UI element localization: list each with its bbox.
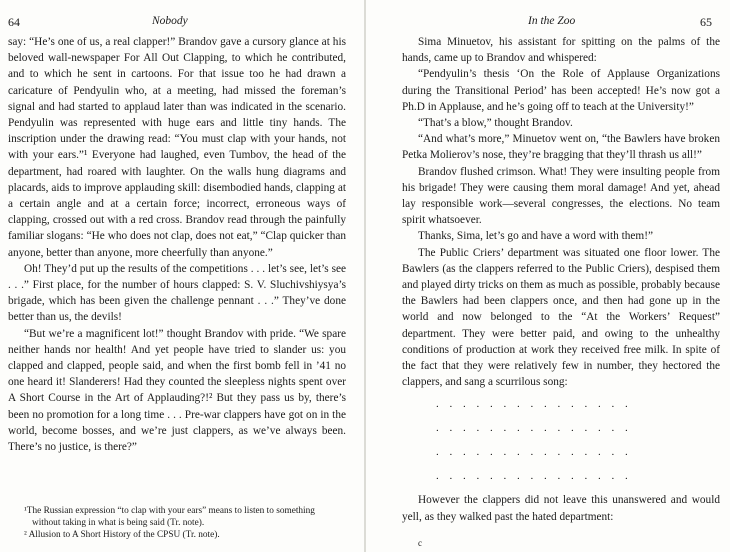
left-page	[0, 0, 364, 552]
right-page	[366, 0, 730, 552]
paragraph: “That’s a blow,” thought Brandov.	[418, 117, 573, 130]
paragraph: “Pendyulin’s thesis ‘On the Role of Applause Organizations during the Transitional Period’ has been accepted! He’s now got a Ph.D in Applause, and he’s going off to teach at the University!”	[402, 68, 720, 113]
running-head: In the Zoo	[528, 15, 576, 27]
paragraph: “But we’re a magnificent lot!” thought Brandov with pride. “We spare neither hands nor health! And yet people have tried to slander us: you clapped and clapped, people said, and when the first bomb fell in ’41 no one heard it! Slanderers! Had they counted the sleepless nights spent over A Short Course in the Art of Applauding?!² But they pass us by, there’s been no promotion for a long time . . . Pre-war clappers have got on in the world, become bosses, and we’re just clappers, as we’ve always been. There’s no justice, is there?”	[8, 327, 346, 454]
footnotes	[24, 505, 344, 541]
paragraph: The Public Criers’ department was situated one floor lower. The Bawlers (as the clappers referred to the Public Criers), despised them and played dirty tricks on them as much as possible, probably because the Bawlers had been clappers once, and then had gone up in the world and now belonged to the “At the Workers’ Request” department. They were better paid, and owing to the unhealthy conditions of production at work they received free milk. In spite of the fact that they were relatively few in number, they hectored the clappers, and sang a scurrilous song:	[402, 246, 720, 389]
footnote: ² Allusion to A Short History of the CPSU (Tr. note).	[24, 530, 220, 540]
paragraph: Thanks, Sima, let’s go and have a word with them!”	[418, 230, 653, 243]
signature-mark: c	[418, 538, 422, 548]
paragraph: “And what’s more,” Minuetov went on, “the Bawlers have broken Petka Molierov’s nose, they’re bragging that they’ll thrash us all!”	[402, 133, 720, 162]
paragraph: Oh! They’d put up the results of the competitions . . . let’s see, let’s see . . .” First place, for the number of hours clapped: S. V. Sluchivshiysya’s brigade, which has been given the challenge pennant . . .” They’ve done better than us, the devils!	[8, 262, 346, 324]
running-head: Nobody	[152, 15, 188, 27]
page-number: 65	[700, 15, 712, 29]
paragraph: Sima Minuetov, his assistant for spitting on the palms of the hands, came up to Brandov and whispered:	[402, 36, 720, 65]
footnote: ¹The Russian expression “to clap with your ears” means to listen to something without taking in what is being said (Tr. note).	[24, 506, 315, 528]
page-number: 64	[8, 15, 20, 29]
text-column	[8, 34, 346, 455]
verse-line: . . . . . . . . . . . . . . .	[436, 470, 632, 483]
paragraph: say: “He’s one of us, a real clapper!” Brandov gave a cursory glance at his beloved wall-newspaper For All Out Clapping, to which he contributed, and to which he sent in cartoons. For that issue too he had drawn a caricature of Pendyulin who, at a meeting, had missed the foreman’s signal and had started to applaud later than was indicated in the scenario. Pendyulin was represented with huge ears and little tiny hands. The inscription under the drawing read: “You must clap with your hands, not with your ears.”¹ Everyone had laughed, even Tumbov, the head of the department, had roared with laughter. On the walls hung diagrams and placards, aids to improve applauding skill: disembodied hands, clapping at a certain angle and at a certain force; incorrect, erroneous ways of clapping, crossed out with a red cross. Brandov read through the painfully familiar slogans: “He who does not clap, does not eat,” “Clap quicker than anyone, better than anyone, more cheerfully than anyone.”	[8, 36, 346, 259]
verse-line: . . . . . . . . . . . . . . .	[436, 398, 632, 411]
verse-line: . . . . . . . . . . . . . . .	[436, 446, 632, 459]
paragraph: Brandov flushed crimson. What! They were insulting people from his brigade! They were causing them moral damage! And yet, ahead lay responsible work—several congresses, the elections. No team spirit whatsoever.	[402, 165, 720, 227]
text-column	[402, 34, 720, 525]
verse-line: . . . . . . . . . . . . . . .	[436, 422, 632, 435]
paragraph: However the clappers did not leave this unanswered and would yell, as they walked past the hated department:	[402, 494, 720, 523]
